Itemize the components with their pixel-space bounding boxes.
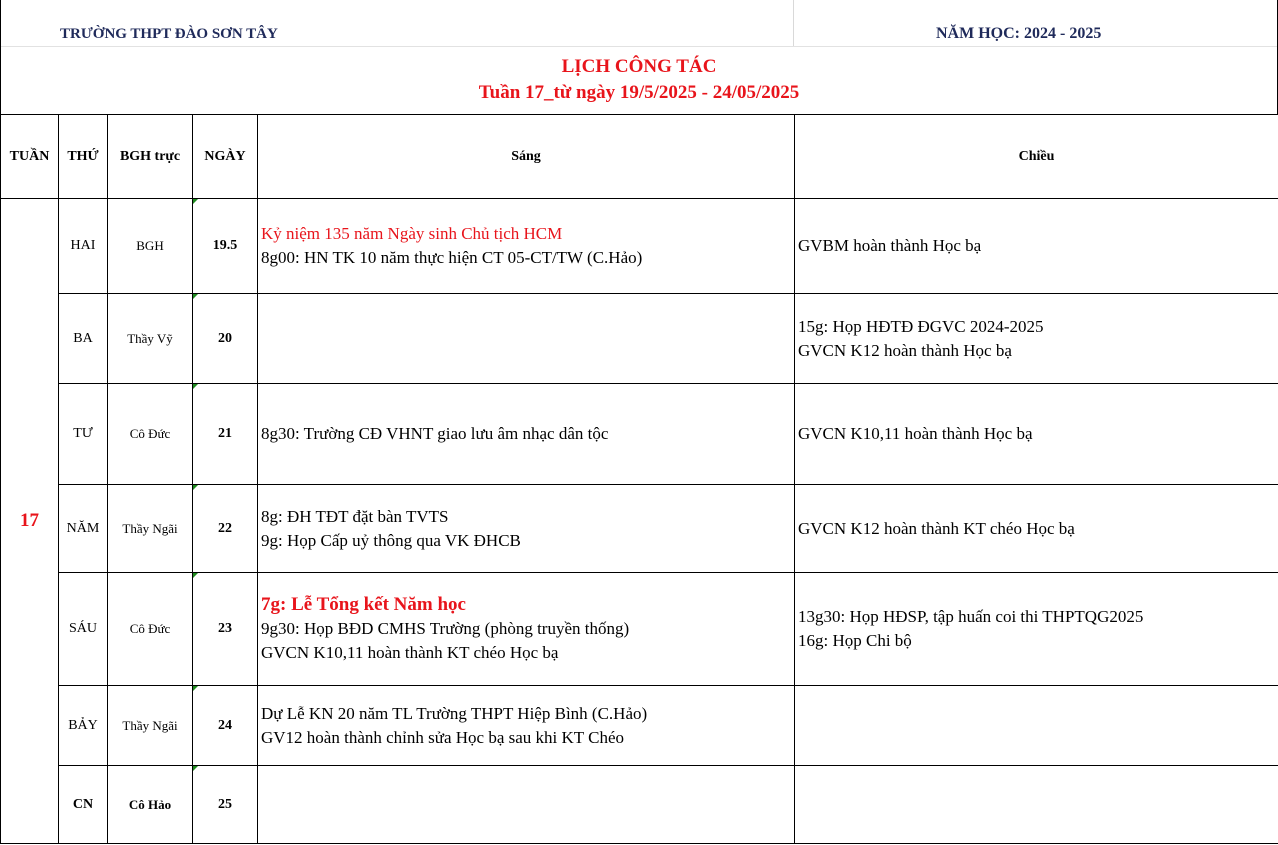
event-line: GVCN K10,11 hoàn thành KT chéo Học bạ: [261, 643, 559, 662]
col-ngay: NGÀY: [193, 115, 258, 199]
cell-bgh: Cô Hảo: [108, 766, 193, 844]
cell-ngay: 20: [193, 294, 258, 384]
top-rule: [0, 46, 1278, 47]
cell-bgh: Cô Đức: [108, 384, 193, 485]
cell-thu: HAI: [59, 199, 108, 294]
cell-bgh: Thầy Ngãi: [108, 686, 193, 766]
cell-thu: TƯ: [59, 384, 108, 485]
event-line: 13g30: Họp HĐSP, tập huấn coi thi THPTQG2025: [798, 607, 1144, 626]
cell-thu: CN: [59, 766, 108, 844]
cell-sang: [258, 686, 795, 766]
event-line: GVCN K12 hoàn thành KT chéo Học bạ: [798, 518, 1075, 538]
col-sang: Sáng: [258, 115, 795, 199]
cell-ngay: 22: [193, 485, 258, 573]
cell-sang: [258, 199, 795, 294]
cell-bgh: BGH: [108, 199, 193, 294]
col-tuan: TUẦN: [1, 115, 59, 199]
cell-ngay: 19.5: [193, 199, 258, 294]
cell-thu: BA: [59, 294, 108, 384]
top-divider: [793, 0, 794, 47]
page-title: LỊCH CÔNG TÁC: [561, 56, 717, 77]
col-thu: THỨ: [59, 115, 108, 199]
cell-chieu: [795, 686, 1278, 766]
table-row: [1, 766, 1278, 844]
cell-chieu: [795, 485, 1278, 573]
cell-ngay: 21: [193, 384, 258, 485]
event-line: GV12 hoàn thành chỉnh sửa Học bạ sau khi KT Chéo: [261, 727, 625, 747]
table-row: [1, 199, 1278, 294]
header-row: [1, 115, 1278, 199]
schedule-table: [0, 114, 1278, 844]
cell-bgh: Thầy Ngãi: [108, 485, 193, 573]
week-number: 17: [1, 199, 59, 844]
event-line: 16g: Họp Chi bộ: [798, 631, 912, 650]
cell-chieu: [795, 573, 1278, 686]
table-row: [1, 294, 1278, 384]
cell-thu: BẢY: [59, 686, 108, 766]
cell-sang: [258, 766, 795, 844]
table-row: [1, 686, 1278, 766]
event-line: GVCN K10,11 hoàn thành Học bạ: [798, 424, 1033, 443]
cell-chieu: [795, 766, 1278, 844]
event-line: 9g: Họp Cấp uỷ thông qua VK ĐHCB: [261, 530, 521, 550]
event-line: Dự Lễ KN 20 năm TL Trường THPT Hiệp Bình (C.Hảo): [261, 703, 648, 723]
col-chieu: Chiều: [795, 115, 1278, 199]
table-row: [1, 384, 1278, 485]
cell-sang: [258, 294, 795, 384]
cell-sang: [258, 384, 795, 485]
cell-thu: NĂM: [59, 485, 108, 573]
table-row: [1, 573, 1278, 686]
event-line: 8g30: Trường CĐ VHNT giao lưu âm nhạc dân tộc: [261, 424, 609, 443]
cell-sang: [258, 485, 795, 573]
cell-thu: SÁU: [59, 573, 108, 686]
event-line: Kỷ niệm 135 năm Ngày sinh Chủ tịch HCM: [261, 224, 563, 243]
event-line-highlight: 7g: Lễ Tổng kết Năm học: [261, 594, 466, 615]
cell-chieu: [795, 294, 1278, 384]
cell-chieu: [795, 199, 1278, 294]
cell-bgh: Cô Đức: [108, 573, 193, 686]
event-line: 8g: ĐH TĐT đặt bàn TVTS: [261, 506, 449, 526]
col-bgh: BGH trực: [108, 115, 193, 199]
event-line: 8g00: HN TK 10 năm thực hiện CT 05-CT/TW (C.Hảo): [261, 248, 643, 267]
cell-chieu: [795, 384, 1278, 485]
cell-ngay: 23: [193, 573, 258, 686]
school-year: NĂM HỌC: 2024 - 2025: [936, 25, 1102, 42]
cell-ngay: 25: [193, 766, 258, 844]
top-bar: [0, 0, 1278, 47]
table-row: [1, 485, 1278, 573]
event-line: 9g30: Họp BĐD CMHS Trường (phòng truyền thống): [261, 619, 630, 638]
event-line: GVCN K12 hoàn thành Học bạ: [798, 340, 1012, 360]
event-line: 15g: Họp HĐTĐ ĐGVC 2024-2025: [798, 316, 1044, 336]
school-name: TRƯỜNG THPT ĐÀO SƠN TÂY: [60, 26, 278, 42]
event-line: GVBM hoàn thành Học bạ: [798, 236, 982, 255]
cell-ngay: 24: [193, 686, 258, 766]
cell-bgh: Thầy Vỹ: [108, 294, 193, 384]
cell-sang: [258, 573, 795, 686]
page-subtitle: Tuần 17_từ ngày 19/5/2025 - 24/05/2025: [478, 82, 800, 103]
